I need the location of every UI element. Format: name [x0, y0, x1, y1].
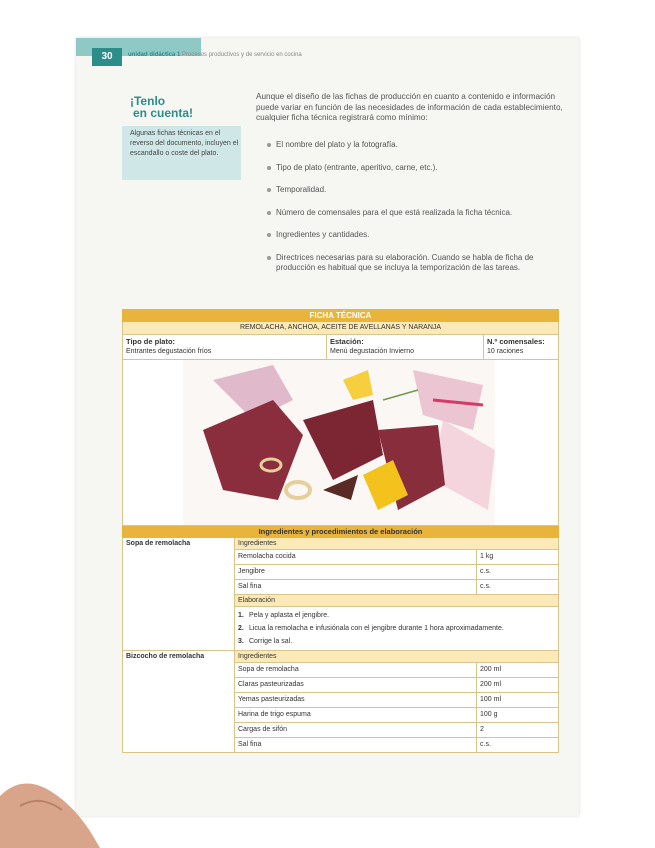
section-sopa	[122, 538, 559, 651]
dish-photo	[122, 360, 559, 526]
step-text: Corrige la sal.	[248, 638, 293, 645]
unit-title: Procesos productivos y de servicio en cocina	[182, 52, 302, 58]
table-row	[235, 550, 558, 565]
requirements-list	[267, 140, 567, 286]
step-number: 1.	[238, 612, 244, 619]
section-body	[235, 538, 558, 650]
section-body	[235, 651, 558, 752]
section-name: Bizcocho de remolacha	[123, 651, 235, 752]
diners-value: 10 raciones	[487, 348, 524, 355]
ingredient-name: Remolacha cocida	[235, 550, 477, 564]
list-item: Número de comensales para el que está realizada la ficha técnica.	[267, 208, 567, 219]
list-item: Temporalidad.	[267, 185, 567, 196]
running-header	[128, 52, 302, 58]
station-value: Menú degustación Invierno	[330, 348, 415, 355]
station-cell	[327, 335, 484, 359]
table-row	[235, 723, 558, 738]
steps-list	[235, 607, 558, 650]
diners-cell	[484, 335, 558, 359]
ingredient-name: Cargas de sifón	[235, 723, 477, 737]
ingredient-qty: 100 g	[480, 711, 498, 718]
step-item	[238, 622, 555, 635]
section-name: Sopa de remolacha	[123, 538, 235, 650]
step-text: Pela y aplasta el jengibre.	[248, 612, 330, 619]
ingredient-name: Sopa de remolacha	[235, 663, 477, 677]
ingredient-qty: 200 ml	[480, 681, 502, 688]
list-item: El nombre del plato y la fotografía.	[267, 140, 567, 151]
table-row	[235, 678, 558, 693]
sheet-title: FICHA TÉCNICA	[122, 309, 559, 322]
list-item: Ingredientes y cantidades.	[267, 230, 567, 241]
ingredient-qty: c.s.	[480, 568, 491, 575]
tip-title	[130, 95, 193, 119]
ingredient-qty: 1 kg	[480, 553, 494, 560]
section-bizcocho	[122, 651, 559, 753]
list-item: Tipo de plato (entrante, aperitivo, carne, etc.).	[267, 163, 567, 174]
ingredients-subheader: Ingredientes	[235, 538, 558, 550]
ingredient-name: Jengibre	[235, 565, 477, 579]
table-row	[235, 738, 558, 752]
unit-label: unidad didáctica 1	[128, 52, 181, 58]
ingredients-subheader: Ingredientes	[235, 651, 558, 663]
table-row	[235, 565, 558, 580]
ingredient-name: Sal fina	[235, 580, 477, 594]
step-number: 2.	[238, 625, 244, 632]
dish-name: REMOLACHA, ANCHOA, ACEITE DE AVELLANAS Y NARANJA	[122, 322, 559, 335]
book-page	[76, 38, 579, 816]
technical-sheet	[122, 309, 559, 753]
ingredient-name: Harina de trigo espuma	[235, 708, 477, 722]
ingredient-name: Yemas pasteurizadas	[235, 693, 477, 707]
station-label: Estación:	[330, 337, 364, 346]
ingredient-qty: 200 ml	[480, 666, 502, 673]
ingredient-qty: 2	[480, 726, 484, 733]
table-row	[235, 663, 558, 678]
tip-text: Algunas fichas técnicas en el reverso del documento, incluyen el escandallo o coste del plato.	[130, 130, 239, 157]
tip-title-line1: ¡Tenlo	[130, 94, 166, 108]
table-row	[235, 580, 558, 595]
diners-label: N.º comensales:	[487, 337, 545, 346]
ingredient-qty: c.s.	[480, 583, 491, 590]
intro-paragraph: Aunque el diseño de las fichas de producción en cuanto a contenido e información puede variar en función de las necesidades de información de cada establecimiento, cualquier ficha técnica registrará como mínimo:	[256, 92, 563, 122]
ingredients-header: Ingredientes y procedimientos de elaboración	[122, 526, 559, 538]
tip-title-line2: en cuenta!	[133, 106, 194, 120]
step-text: Licua la remolacha e infusiónala con el jengibre durante 1 hora aproximadamente.	[248, 625, 504, 632]
table-row	[235, 708, 558, 723]
ingredient-qty: 100 ml	[480, 696, 502, 703]
step-number: 3.	[238, 638, 244, 645]
dish-photo-illustration	[183, 360, 495, 525]
ingredient-name: Sal fina	[235, 738, 477, 752]
table-row	[235, 693, 558, 708]
dish-type-label: Tipo de plato:	[126, 337, 176, 346]
sheet-meta	[122, 335, 559, 360]
page-number: 30	[92, 48, 122, 66]
elaboration-subheader: Elaboración	[235, 595, 558, 607]
list-item: Directrices necesarias para su elaboración. Cuando se habla de ficha de producción es habitual que se incluya la temporización de las tareas.	[267, 253, 567, 274]
ingredient-name: Claras pasteurizadas	[235, 678, 477, 692]
dish-type-value: Entrantes degustación fríos	[126, 348, 212, 355]
step-item	[238, 609, 555, 622]
finger-photo	[0, 776, 130, 848]
step-item	[238, 635, 555, 648]
dish-type-cell	[123, 335, 327, 359]
ingredient-qty: c.s.	[480, 741, 491, 748]
